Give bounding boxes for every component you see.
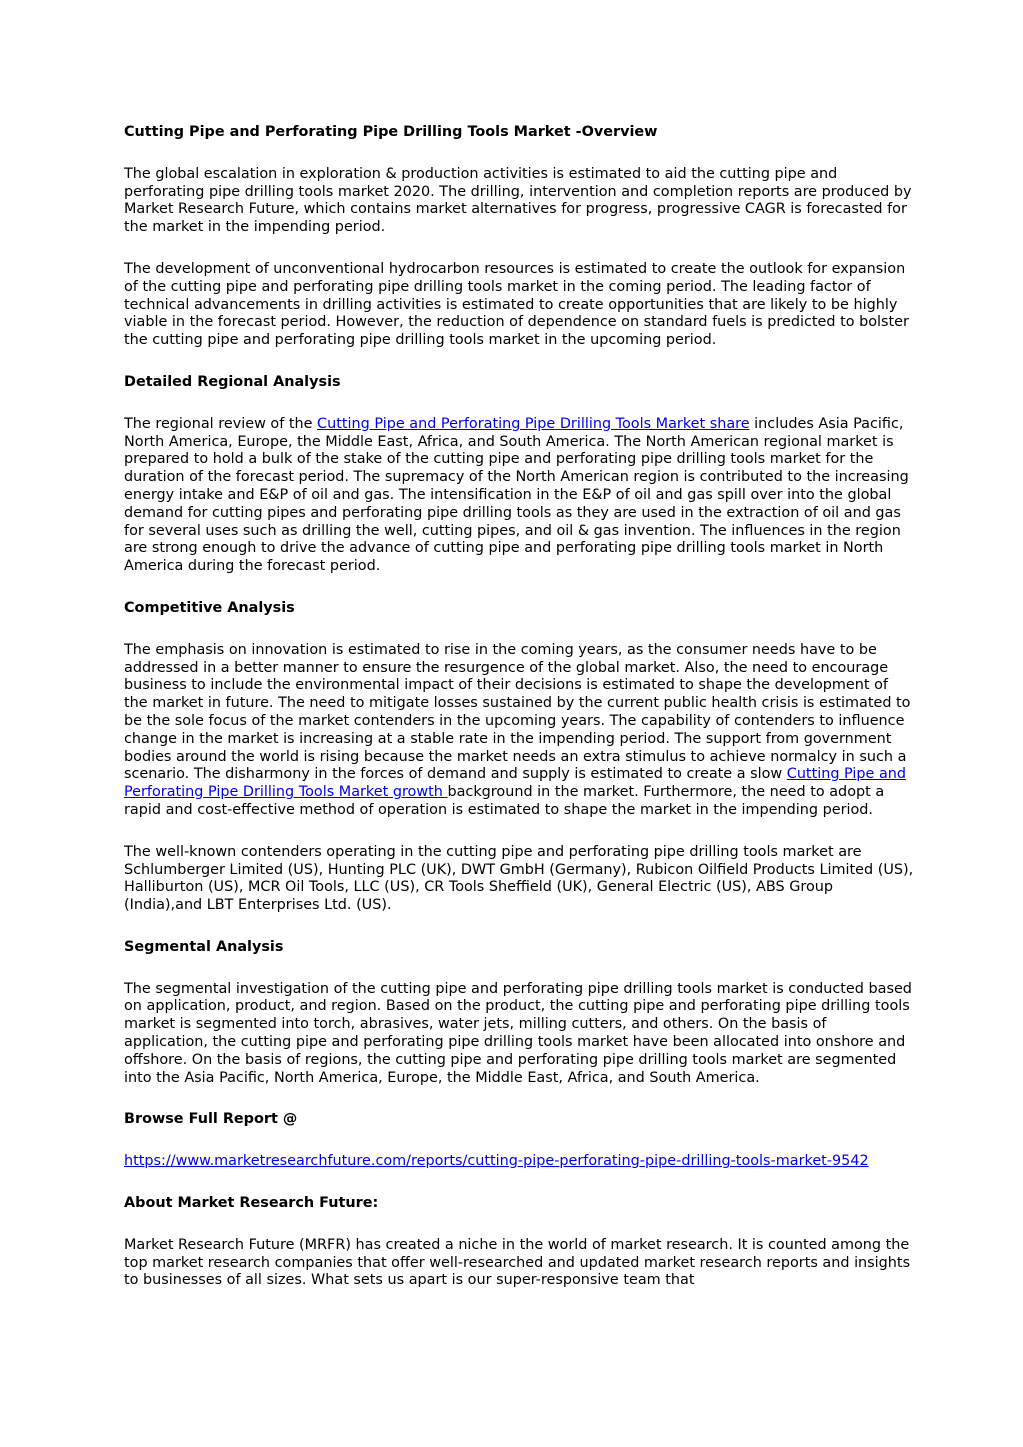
document-title: Cutting Pipe and Perforating Pipe Drilling Tools Market -Overview bbox=[124, 124, 658, 140]
contenders-paragraph: The well-known contenders operating in the cutting pipe and perforating pipe drilling tools market are Schlumberger Limited (US), Hunting PLC (UK), DWT GmbH (Germany), Rubicon Oilfield Products Limited (US), Halliburton (US), MCR Oil Tools, LLC (US), CR Tools Sheffield (UK), General Electric (US), ABS Group (India),and LBT Enterprises Ltd. (US). bbox=[124, 843, 914, 914]
competitive-text-after-link: background in the market. Furthermore, the need to adopt a rapid and cost-effective method of operation is estimated to shape the market in the impending period. bbox=[124, 784, 885, 818]
regional-paragraph bbox=[124, 416, 914, 576]
market-share-link[interactable]: Cutting Pipe and Perforating Pipe Drilling Tools Market share bbox=[317, 415, 750, 432]
about-heading: About Market Research Future: bbox=[124, 1195, 379, 1212]
report-url-link[interactable]: https://www.marketresearchfuture.com/reports/cutting-pipe-perforating-pipe-drilling-tools-market-9542 bbox=[124, 1153, 869, 1170]
market-growth-link[interactable]: Cutting Pipe and Perforating Pipe Drilling Tools Market growth bbox=[124, 766, 907, 801]
regional-heading: Detailed Regional Analysis bbox=[124, 373, 341, 390]
segmental-heading: Segmental Analysis bbox=[124, 938, 284, 955]
overview-paragraph-2: The development of unconventional hydrocarbon resources is estimated to create the outlook for expansion of the cutting pipe and perforating pipe drilling tools market in the coming period. The leading factor of technical advancements in drilling activities is estimated to create opportunities that are likely to be highly viable in the forecast period. However, the reduction of dependence on standard fuels is predicted to bolster the cutting pipe and perforating pipe drilling tools market in the upcoming period. bbox=[124, 260, 909, 349]
competitive-heading: Competitive Analysis bbox=[124, 599, 295, 616]
browse-heading: Browse Full Report @ bbox=[124, 1111, 298, 1128]
document-page bbox=[124, 124, 914, 1314]
segmental-paragraph: The segmental investigation of the cutting pipe and perforating pipe drilling tools market is conducted based on application, product, and region. Based on the product, the cutting pipe and perforating pipe drilling tools market is segmented into torch, abrasives, water jets, milling cutters, and others. On the basis of application, the cutting pipe and perforating pipe drilling tools market have been allocated into onshore and offshore. On the basis of regions, the cutting pipe and perforating pipe drilling tools market are segmented into the Asia Pacific, North America, Europe, the Middle East, Africa, and South America. bbox=[124, 980, 912, 1086]
about-paragraph: Market Research Future (MRFR) has created a niche in the world of market research. It is counted among the top market research companies that offer well-researched and updated market research reports and insights to businesses of all sizes. What sets us apart is our super-responsive team that bbox=[124, 1236, 911, 1289]
competitive-text-before-link: The emphasis on innovation is estimated to rise in the coming years, as the consumer needs have to be addressed in a better manner to ensure the resurgence of the global market. Also, the need to encourage business to include the environmental impact of their decisions is estimated to shape the development of the market in future. The need to mitigate losses sustained by the current public health crisis is estimated to be the sole focus of the market contenders in the upcoming years. The capability of contenders to influence change in the market is increasing at a stable rate in the impending period. The support from government bodies around the world is rising because the market needs an extra stimulus to achieve normalcy in such a scenario. The disharmony in the forces of demand and supply is estimated to create a slow bbox=[124, 641, 911, 783]
regional-text-after-link: includes Asia Pacific, North America, Europe, the Middle East, Africa, and South America. The North American regional market is prepared to hold a bulk of the stake of the cutting pipe and perforating pipe drilling tools market for the duration of the forecast period. The supremacy of the North American region is contributed to the increasing energy intake and E&P of oil and gas. The intensification in the E&P of oil and gas spill over into the global demand for cutting pipes and perforating pipe drilling tools as they are used in the extraction of oil and gas for several uses such as drilling the well, cutting pipes, and oil & gas invention. The influences in the region are strong enough to drive the advance of cutting pipe and perforating pipe drilling tools market in North America during the forecast period. bbox=[124, 415, 909, 575]
overview-paragraph-1: The global escalation in exploration & production activities is estimated to aid the cutting pipe and perforating pipe drilling tools market 2020. The drilling, intervention and completion reports are produced by Market Research Future, which contains market alternatives for progress, progressive CAGR is forecasted for the market in the impending period. bbox=[124, 165, 912, 236]
report-url-paragraph bbox=[124, 1153, 914, 1171]
regional-text-before-link: The regional review of the bbox=[124, 415, 318, 432]
competitive-paragraph bbox=[124, 642, 914, 820]
